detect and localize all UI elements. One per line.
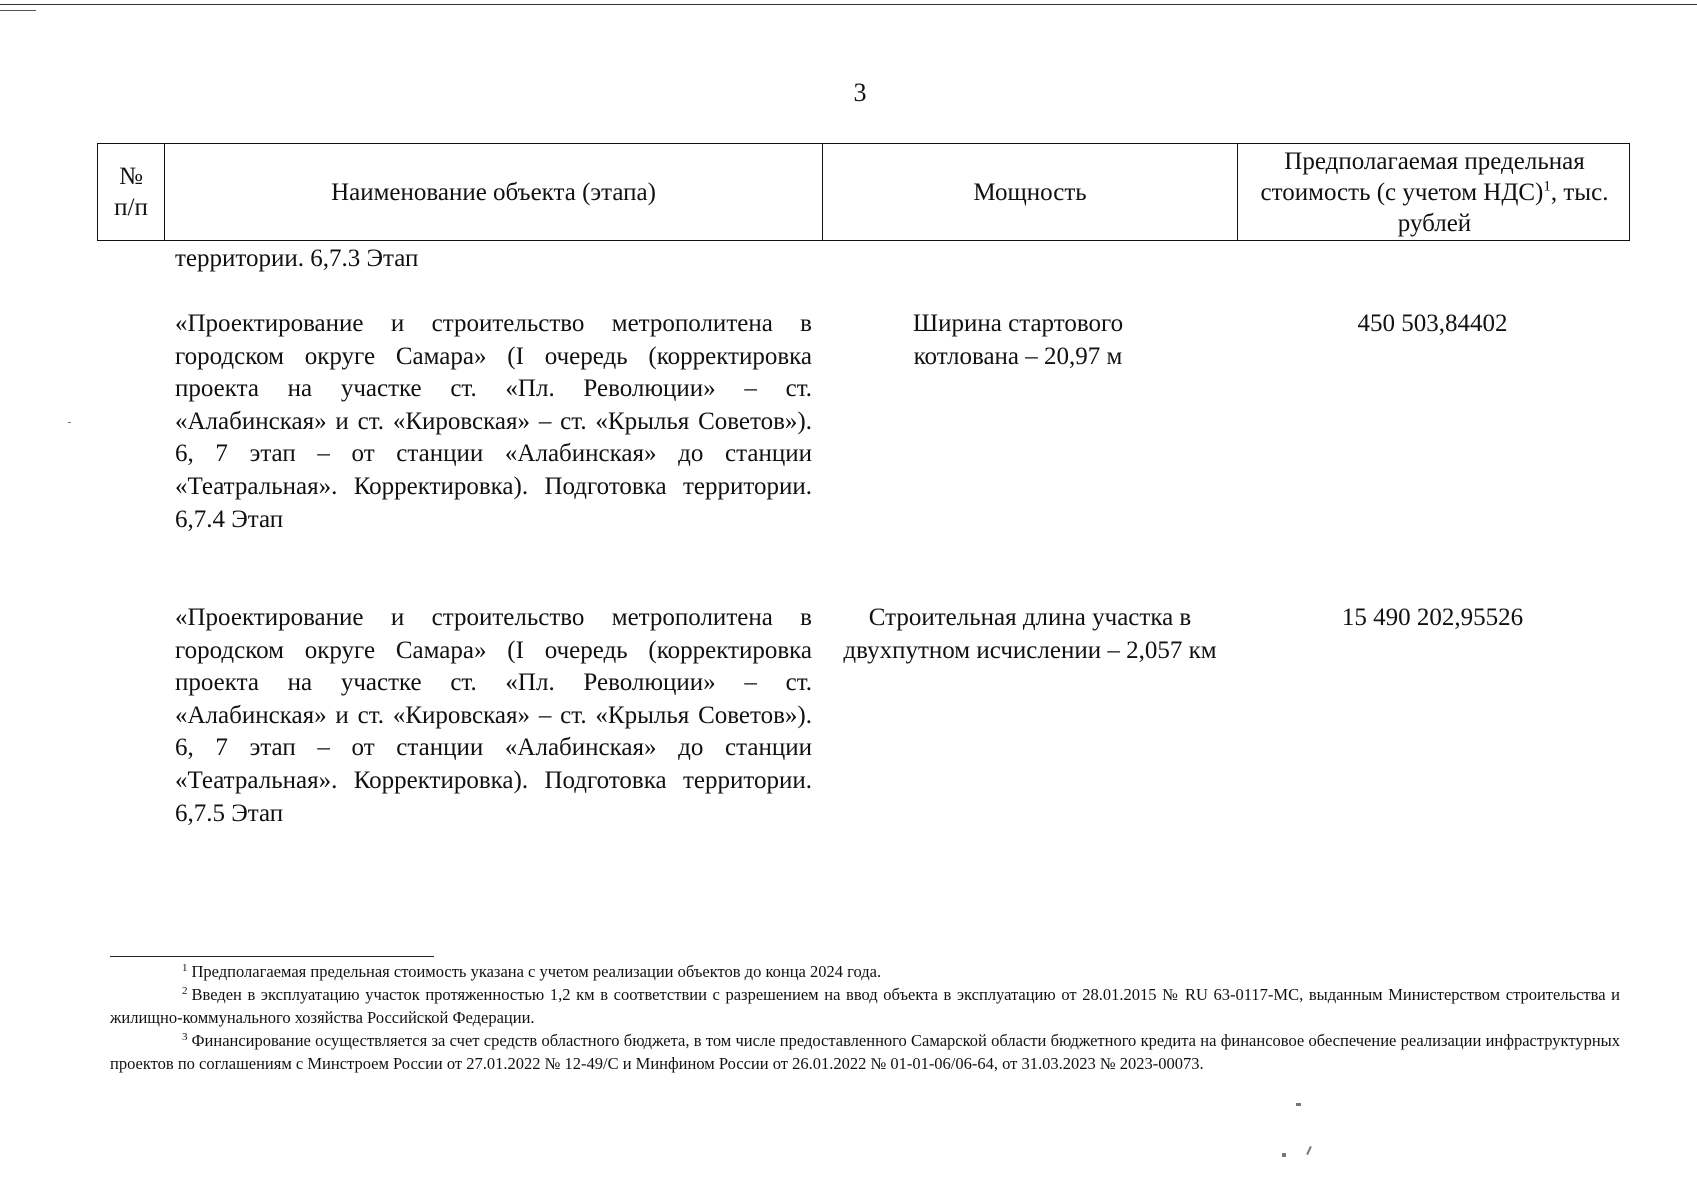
footnote-3-text: Финансирование осуществляется за счет средств областного бюджета, в том числе предоставленного Самарской области бюджетного кредита на финансовое обеспечение реализации инфраструктурных проектов по соглашениям с Минстроем России от 27.01.2022 № 12-49/С и Минфином России от 26.01.2022 № 01-01-06/06-64, от 31.03.2023 № 2023-00073.: [110, 1031, 1620, 1073]
footnote-separator: [110, 956, 434, 957]
header-name-label: Наименование объекта (этапа): [331, 178, 656, 206]
footnote-2-mark: 2: [182, 984, 188, 997]
header-name-cell: [165, 144, 823, 240]
row-2-object-name: «Проектирование и строительство метрополитена в городском округе Самара» (I очередь (корректировка проекта на участке ст. «Пл. Революции» – ст. «Алабинская» и ст. «Кировская» – ст. «Крылья Советов»). 6, 7 этап – от станции «Алабинская» до станции «Театральная». Корректировка). Подготовка территории. 6,7.5 Этап: [175, 604, 812, 827]
header-cost-cell: [1238, 144, 1631, 240]
footnote-1-mark: 1: [182, 961, 188, 974]
header-cost-label: [1255, 146, 1615, 239]
scan-speck: [1282, 1153, 1286, 1157]
footnote-2-text: Введен в эксплуатацию участок протяженностью 1,2 км в соответствии с разрешением на ввод объекта в эксплуатацию от 28.01.2015 № RU 63-0117-МС, выданным Министерством строительства и жилищно-коммунального хозяйства Российской Федерации.: [110, 985, 1620, 1027]
row-2-cost: 15 490 202,95526: [1341, 604, 1524, 631]
header-power-cell: [823, 144, 1238, 240]
header-number-label: № п/п: [114, 163, 148, 221]
scan-border-line: [0, 4, 1697, 5]
header-power-label: Мощность: [973, 178, 1087, 206]
header-cost-footnote-mark: 1: [1543, 178, 1551, 195]
row-1-power: Ширина стартового котлована – 20,97 м: [912, 310, 1124, 370]
continuation-text: территории. 6,7.3 Этап: [175, 245, 419, 272]
footnote-2: [110, 983, 1620, 1029]
footnote-3: [110, 1029, 1620, 1075]
row-1-object-name: «Проектирование и строительство метрополитена в городском округе Самара» (I очередь (корректировка проекта на участке ст. «Пл. Революции» – ст. «Алабинская» и ст. «Кировская» – ст. «Крылья Советов»). 6, 7 этап – от станции «Алабинская» до станции «Театральная». Корректировка). Подготовка территории. 6,7.4 Этап: [175, 310, 812, 533]
page-number: 3: [853, 78, 867, 107]
scan-speck: [1306, 1146, 1312, 1155]
footnote-3-mark: 3: [182, 1030, 188, 1043]
footnotes: [110, 960, 1620, 1075]
scan-speck: [68, 422, 71, 423]
header-cost-unit: , тыс. рублей: [1397, 178, 1609, 237]
footnote-1: [110, 960, 1620, 983]
scan-border-stub: [0, 10, 36, 11]
header-number-cell: [98, 144, 165, 240]
scan-speck: [1296, 1103, 1301, 1106]
row-2-power: Строительная длина участка в двухпутном исчислении – 2,057 км: [843, 604, 1217, 664]
row-1-cost: 450 503,84402: [1357, 310, 1508, 337]
table-header: [97, 143, 1630, 241]
footnote-1-text: Предполагаемая предельная стоимость указана с учетом реализации объектов до конца 2024 года.: [191, 962, 882, 981]
header-cost-text: Предполагаемая предельная стоимость (с учетом НДС): [1260, 147, 1585, 206]
